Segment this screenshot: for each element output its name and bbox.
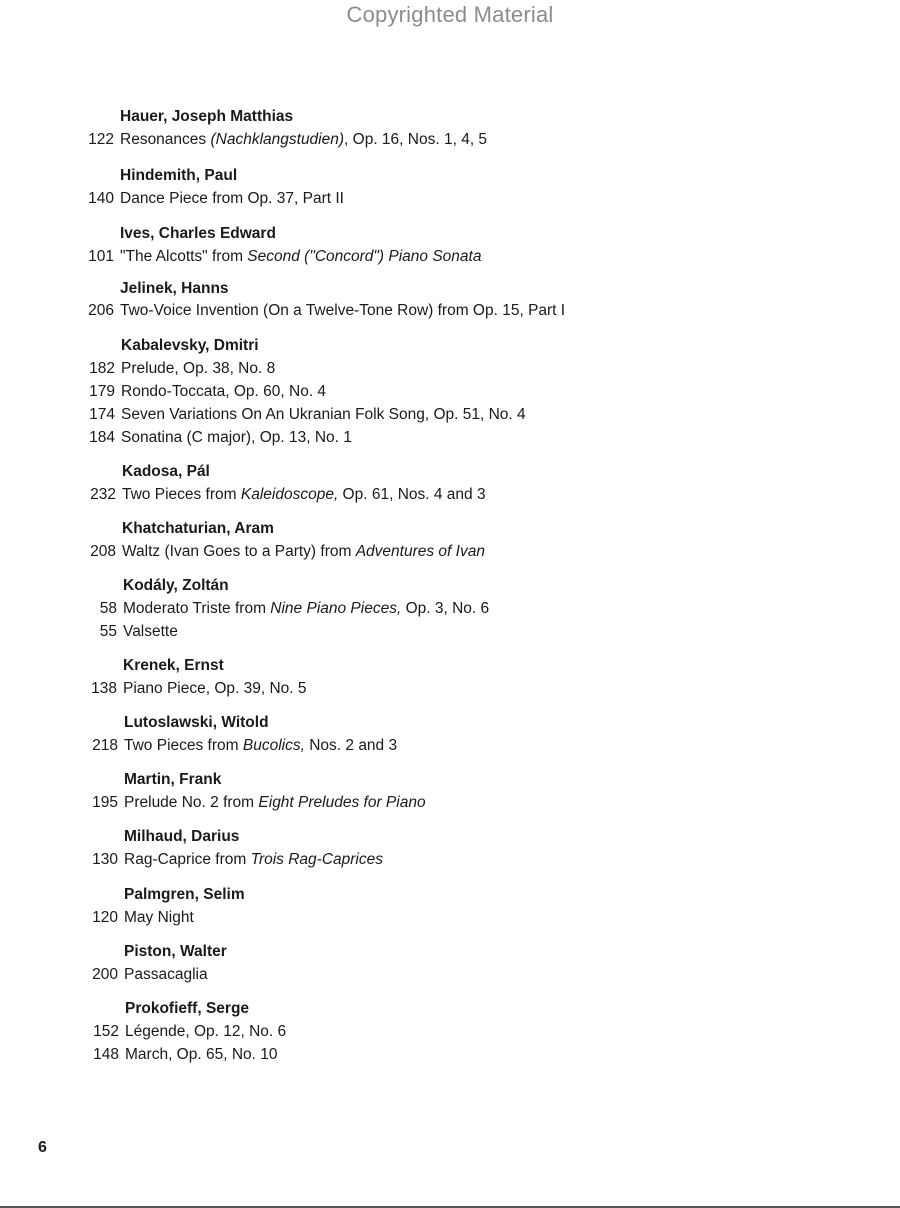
entry-title <box>120 190 344 207</box>
entry-title-text: Dance Piece from Op. 37, Part II <box>120 190 344 207</box>
entry-page-number: 232 <box>90 486 116 503</box>
entry-title <box>123 600 489 617</box>
entry-title-text: March, Op. 65, No. 10 <box>125 1046 278 1063</box>
entry-title <box>125 1023 286 1040</box>
entry-title <box>122 486 486 503</box>
index-entry <box>1 406 526 424</box>
entry-page-number: 200 <box>92 966 118 983</box>
entry-title-italic: Trois Rag-Caprices <box>250 851 383 868</box>
copyright-watermark: Copyrighted Material <box>346 2 554 27</box>
composer-heading: Palmgren, Selim <box>124 886 245 903</box>
entry-title <box>120 248 481 265</box>
index-entry <box>5 1046 278 1064</box>
entry-page-number: 195 <box>92 794 118 811</box>
entry-title-text: Op. 3, No. 6 <box>401 600 490 617</box>
index-entry <box>1 360 275 378</box>
entry-page-number: 140 <box>88 190 114 207</box>
composer-heading: Ives, Charles Edward <box>120 225 276 242</box>
index-entry <box>4 909 194 927</box>
entry-title-italic: Nine Piano Pieces, <box>270 600 402 617</box>
entry-title <box>125 1046 278 1063</box>
entry-title-italic: Bucolics, <box>242 737 305 754</box>
entry-page-number: 174 <box>89 406 115 423</box>
index-entry <box>4 851 383 869</box>
entry-title <box>123 680 307 697</box>
index-entry <box>2 543 485 561</box>
index-entry <box>2 486 486 504</box>
entry-title <box>121 383 326 400</box>
entry-page-number: 130 <box>92 851 118 868</box>
entry-title <box>120 131 487 148</box>
entry-page-number: 55 <box>99 623 117 640</box>
index-entry <box>0 131 487 149</box>
entry-page-number: 179 <box>89 383 115 400</box>
composer-heading: Kadosa, Pál <box>122 463 210 480</box>
composer-heading: Milhaud, Darius <box>124 828 240 845</box>
entry-title-text: Passacaglia <box>124 966 208 983</box>
entry-title-italic: (Nachklangstudien) <box>210 131 345 148</box>
composer-heading: Lutoslawski, Witold <box>124 714 269 731</box>
index-entry <box>0 302 565 320</box>
entry-title-italic: Second ("Concord") Piano Sonata <box>247 248 482 265</box>
entry-title-text: Two Pieces from <box>124 737 243 754</box>
composer-heading: Hindemith, Paul <box>120 167 238 184</box>
entry-title-text: Légende, Op. 12, No. 6 <box>125 1023 287 1040</box>
index-entry <box>4 737 397 755</box>
entry-title <box>120 302 565 319</box>
composer-heading: Khatchaturian, Aram <box>122 520 274 537</box>
entry-title-text: Piano Piece, Op. 39, No. 5 <box>123 680 307 697</box>
composer-heading: Piston, Walter <box>124 943 227 960</box>
index-entry <box>5 1023 286 1041</box>
index-entry <box>3 623 178 641</box>
index-entry <box>3 680 307 698</box>
index-entry <box>0 190 344 208</box>
entry-title-italic: Adventures of Ivan <box>355 543 485 560</box>
entry-page-number: 152 <box>93 1023 119 1040</box>
index-entry <box>3 600 489 618</box>
entry-title <box>124 851 383 868</box>
entry-title-text: Two-Voice Invention (On a Twelve-Tone Row) from Op. 15, Part I <box>120 302 566 319</box>
composer-heading: Jelinek, Hanns <box>120 280 229 297</box>
entry-title-text: Two Pieces from <box>122 486 241 503</box>
entry-page-number: 101 <box>88 248 114 265</box>
entry-page-number: 138 <box>91 680 117 697</box>
entry-title-italic: Eight Preludes for Piano <box>258 794 426 811</box>
composer-heading: Kabalevsky, Dmitri <box>121 337 259 354</box>
index-entry <box>0 248 481 266</box>
index-entry <box>4 794 426 812</box>
entry-title-text: Valsette <box>123 623 178 640</box>
entry-title-text: Waltz (Ivan Goes to a Party) from <box>122 543 356 560</box>
entry-title <box>121 429 352 446</box>
entry-title <box>121 360 275 377</box>
entry-title-italic: Kaleidoscope, <box>240 486 339 503</box>
entry-title-text: "The Alcotts" from <box>120 248 248 265</box>
entry-title-text: Sonatina (C major), Op. 13, No. 1 <box>121 429 352 446</box>
entry-page-number: 184 <box>89 429 115 446</box>
index-entry <box>4 966 208 984</box>
entry-title <box>122 543 485 560</box>
index-entry <box>1 429 352 447</box>
composer-heading: Krenek, Ernst <box>123 657 224 674</box>
entry-page-number: 58 <box>99 600 117 617</box>
entry-title-text: Op. 61, Nos. 4 and 3 <box>338 486 486 503</box>
entry-title <box>124 966 208 983</box>
composer-heading: Martin, Frank <box>124 771 222 788</box>
entry-page-number: 182 <box>89 360 115 377</box>
entry-page-number: 218 <box>92 737 118 754</box>
page-number: 6 <box>38 1139 47 1156</box>
entry-title-text: Moderato Triste from <box>123 600 271 617</box>
composer-heading: Kodály, Zoltán <box>123 577 229 594</box>
entry-title <box>124 737 397 754</box>
composer-heading: Prokofieff, Serge <box>125 1000 250 1017</box>
entry-title-text: Rag-Caprice from <box>124 851 251 868</box>
entry-title-text: Resonances <box>120 131 211 148</box>
entry-title-text: Prelude No. 2 from <box>124 794 259 811</box>
entry-page-number: 122 <box>88 131 114 148</box>
entry-title-text: May Night <box>124 909 194 926</box>
entry-title <box>121 406 526 423</box>
entry-page-number: 208 <box>90 543 116 560</box>
entry-title <box>124 909 194 926</box>
entry-title-text: Rondo-Toccata, Op. 60, No. 4 <box>121 383 327 400</box>
entry-title-text: Prelude, Op. 38, No. 8 <box>121 360 276 377</box>
entry-title <box>124 794 426 811</box>
entry-title-text: Seven Variations On An Ukranian Folk Song, Op. 51, No. 4 <box>121 406 526 423</box>
entry-page-number: 206 <box>88 302 114 319</box>
entry-title <box>123 623 178 640</box>
entry-title-text: Nos. 2 and 3 <box>304 737 398 754</box>
composer-heading: Hauer, Joseph Matthias <box>120 108 294 125</box>
entry-page-number: 120 <box>92 909 118 926</box>
entry-page-number: 148 <box>93 1046 119 1063</box>
entry-title-text: , Op. 16, Nos. 1, 4, 5 <box>344 131 488 148</box>
index-entry <box>1 383 326 401</box>
